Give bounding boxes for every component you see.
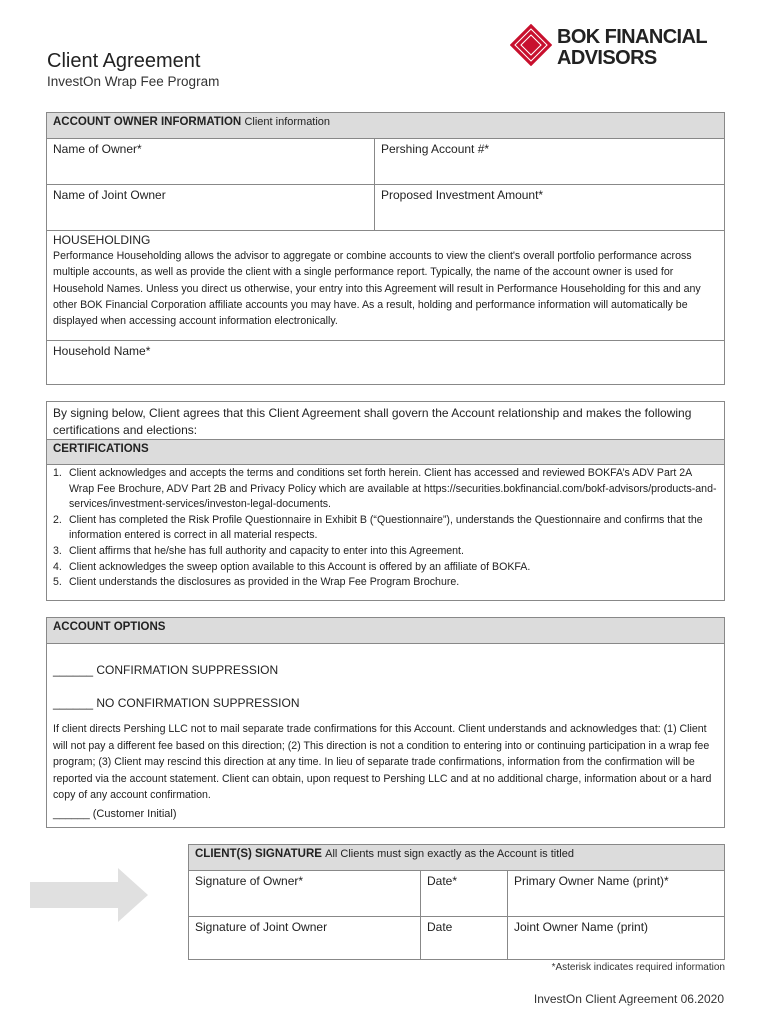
certification-text: Client acknowledges and accepts the terms and conditions set forth herein. Client has accessed and reviewed BOKFA’s ADV Part 2A Wrap Fee Brochure, ADV Part 2B and Privacy Policy which are available at https://securities.bokfinancial.com/bokf-advisors/products-and-services/investment-services/investon-legal-documents. xyxy=(69,467,717,511)
signature-heading: CLIENT(S) SIGNATURE xyxy=(195,848,322,860)
date-joint-field[interactable]: Date xyxy=(427,920,453,934)
required-footnote: *Asterisk indicates required information xyxy=(551,962,725,973)
customer-initial-field[interactable]: ______ (Customer Initial) xyxy=(53,808,177,820)
householding-text: Performance Householding allows the advisor to aggregate or combine accounts to view the client's overall portfolio performance across multiple accounts, as well as provide the client with a single performance report. Typically, the name of the account owner is used for Household Names. Unless you direct us otherwise, your entry into this Agreement will result in Performance Householding for this and any other BOK Financial Corporation affiliate accounts you may have. As a result, holding and performance information will automatically be displayed when accessing account information electronically. xyxy=(53,250,701,328)
account-options-section xyxy=(46,617,725,828)
signature-header xyxy=(189,845,724,871)
certification-item xyxy=(47,560,717,576)
signature-of-joint-owner-field[interactable]: Signature of Joint Owner xyxy=(195,920,328,934)
proposed-investment-field[interactable]: Proposed Investment Amount* xyxy=(381,188,544,202)
certification-item xyxy=(47,575,717,591)
signature-note: All Clients must sign exactly as the Account is titled xyxy=(325,848,574,860)
household-name-field[interactable]: Household Name* xyxy=(53,344,151,358)
account-options-heading: ACCOUNT OPTIONS xyxy=(53,621,166,633)
certifications-heading: CERTIFICATIONS xyxy=(53,443,149,455)
signature-of-owner-field[interactable]: Signature of Owner* xyxy=(195,874,304,888)
name-of-owner-field[interactable]: Name of Owner* xyxy=(53,142,142,156)
certification-text: Client understands the disclosures as provided in the Wrap Fee Program Brochure. xyxy=(69,576,460,589)
account-owner-header xyxy=(47,113,724,139)
no-confirmation-suppression-option[interactable]: ______ NO CONFIRMATION SUPPRESSION xyxy=(53,696,300,710)
primary-owner-name-field[interactable]: Primary Owner Name (print)* xyxy=(514,874,669,888)
certification-item xyxy=(47,544,717,560)
certifications-intro: By signing below, Client agrees that this Client Agreement shall govern the Account relationship and makes the following certifications and elections: xyxy=(53,406,692,437)
account-options-header xyxy=(47,618,724,644)
confirmation-suppression-option[interactable]: ______ CONFIRMATION SUPPRESSION xyxy=(53,663,279,677)
account-options-body: If client directs Pershing LLC not to mail separate trade confirmations for this Account. Client understands and acknowledges that: (1) Client will not pay a different fee based on this direction; (2) This direction is not a condition to entering into or continuing participation in a wrap fee program; (3) Client may rescind this direction at any time. In lieu of separate trade confirmations, information from the confirmation will be reported via the account statement. Client can obtain, upon request to Pershing LLC and at no additional charge, information about or a hard copy of any account confirmation. xyxy=(53,723,712,801)
certifications-section xyxy=(46,401,725,601)
account-owner-heading: ACCOUNT OWNER INFORMATION xyxy=(53,116,242,128)
certification-number: 5. xyxy=(53,576,62,589)
right-arrow-icon xyxy=(30,868,150,922)
certification-item xyxy=(47,466,717,513)
date-owner-field[interactable]: Date* xyxy=(427,874,458,888)
pershing-account-field[interactable]: Pershing Account #* xyxy=(381,142,490,156)
page-title: Client Agreement xyxy=(47,50,201,72)
certifications-list xyxy=(47,465,717,591)
certification-number: 2. xyxy=(53,513,62,526)
certification-text: Client has completed the Risk Profile Questionnaire in Exhibit B (“Questionnaire”), understands the Questionnaire and confirms that the information entered is correct in all material respects. xyxy=(69,513,703,542)
name-of-joint-owner-field[interactable]: Name of Joint Owner xyxy=(53,188,166,202)
bok-logo xyxy=(510,24,725,68)
certification-item xyxy=(47,513,717,544)
certification-number: 4. xyxy=(53,560,62,573)
logo-mark-icon xyxy=(510,24,552,66)
certification-number: 1. xyxy=(53,467,62,479)
joint-owner-name-field[interactable]: Joint Owner Name (print) xyxy=(514,920,649,934)
logo-line-2: ADVISORS xyxy=(557,47,657,69)
signature-section xyxy=(188,844,725,960)
page-footer: InvestOn Client Agreement 06.2020 xyxy=(533,992,724,1006)
page-subtitle: InvestOn Wrap Fee Program xyxy=(47,74,220,89)
certification-text: Client acknowledges the sweep option available to this Account is offered by an affiliate of BOKFA. xyxy=(69,560,531,573)
certification-number: 3. xyxy=(53,544,62,557)
householding-title: HOUSEHOLDING xyxy=(53,233,151,247)
account-owner-note: Client information xyxy=(244,116,331,128)
certification-text: Client affirms that he/she has full authority and capacity to enter into this Agreement. xyxy=(69,544,464,557)
logo-line-1: BOK FINANCIAL xyxy=(557,26,707,48)
certifications-header xyxy=(47,439,724,465)
account-owner-section xyxy=(46,112,725,385)
